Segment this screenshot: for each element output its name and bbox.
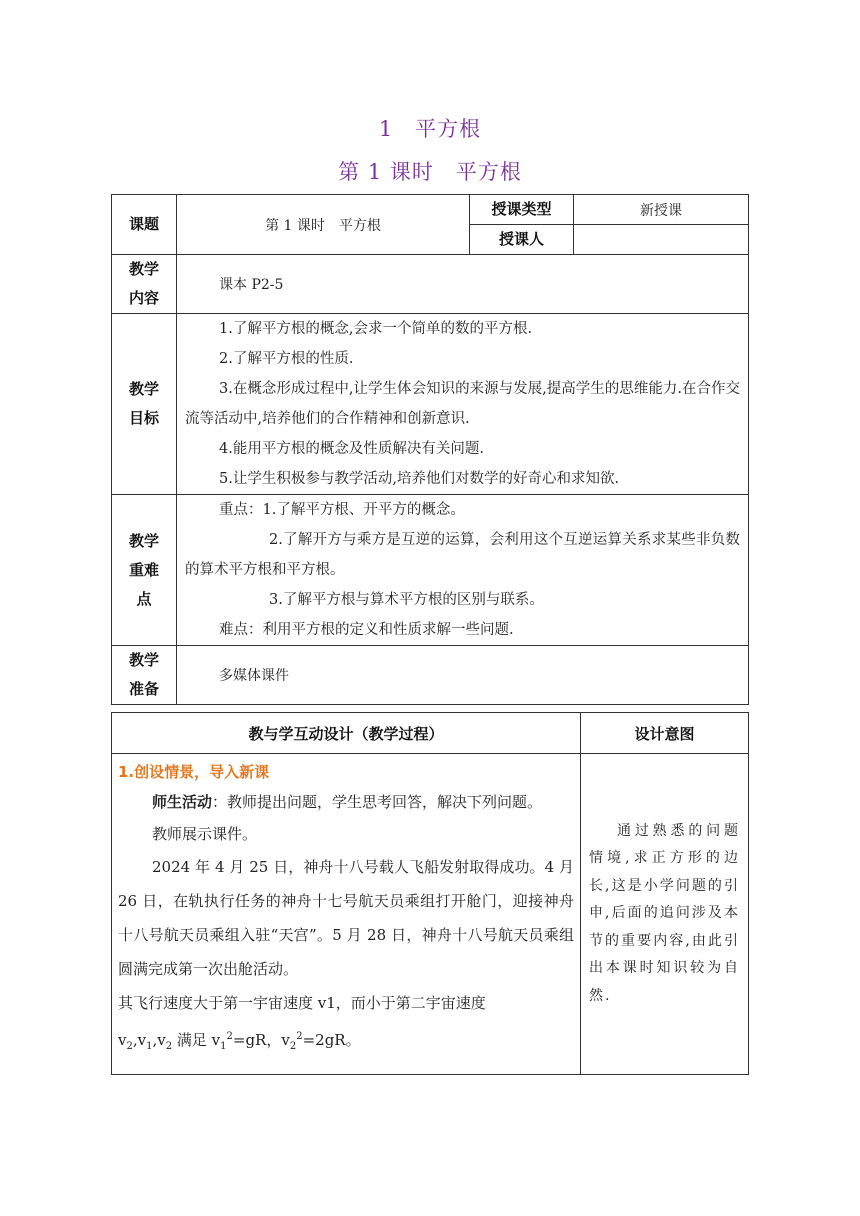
goal-item: 5.让学生积极参与教学活动,培养他们对数学的好奇心和求知欲. [219,471,620,487]
goals-cell [177,314,749,495]
process-content [112,754,581,1075]
topic-label: 课题 [112,195,177,255]
story-paragraph: 2024 年 4 月 25 日，神舟十八号载人飞船发射取得成功。4 月 26 日，在轨执行任务的神舟十七号航天员乘组打开舱门，迎接神舟十八号航天员乘组入驻“天宫”。5 月 28 日，神舟十八号航天员乘组圆满完成第一次出舱活动。 [118,858,574,978]
intent-cell [581,754,749,1075]
content-label-text: 教学内容 [128,260,159,307]
type-value: 新授课 [574,195,749,225]
key-point: 重点：1.了解平方根、开平方的概念。 [219,502,465,518]
speed-text: 其飞行速度大于第一宇宙速度 v1，而小于第二宇宙速度 [118,994,486,1012]
formula-line: $v_2,v_1,v_2$ 满足 $v_1^2=gR$，$v_2^2=2gR$。 [118,1031,361,1052]
teacher-label: 授课人 [470,225,574,255]
key-label-text: 教学重难点 [128,531,159,608]
intent-header: 设计意图 [581,713,749,754]
goal-item: 4.能用平方根的概念及性质解决有关问题. [219,441,484,457]
goal-item: 1.了解平方根的概念,会求一个简单的数的平方根. [219,321,533,337]
key-label [112,495,177,646]
activity-paragraph [118,787,574,819]
prep-value: 多媒体课件 [177,646,749,705]
lesson-title: 第 1 课时 平方根 [338,160,522,184]
process-table [111,712,749,1075]
prep-label [112,646,177,705]
content-label [112,255,177,314]
teacher-value [574,225,749,255]
goals-label-text: 教学目标 [128,380,159,427]
lesson-info-table [111,194,749,705]
type-label: 授课类型 [470,195,574,225]
document-title: 1 平方根 [378,117,482,141]
content-value: 课本 P2-5 [177,255,749,314]
key-point: 3.了解平方根与算术平方根的区别与联系。 [269,592,544,608]
topic-value: 第 1 课时 平方根 [177,195,470,255]
activity-text: ：教师提出问题，学生思考回答，解决下列问题。 [212,793,543,811]
intent-text: 通过熟悉的问题情境,求正方形的边长,这是小学问题的引申,后面的追问涉及本节的重要内容,由此引出本课时知识较为自然. [589,822,740,1004]
goal-item: 2.了解平方根的性质. [219,351,354,367]
section-title: 1.创设情景，导入新课 [118,763,270,781]
process-header: 教与学互动设计（教学过程） [112,713,581,754]
key-point: 2.了解开方与乘方是互逆的运算，会利用这个互逆运算关系求某些非负数的算术平方根和平方根。 [185,532,740,578]
prep-label-text: 教学准备 [128,651,159,698]
goal-item: 3.在概念形成过程中,让学生体会知识的来源与发展,提高学生的思维能力.在合作交流等活动中,培养他们的合作精神和创新意识. [185,381,740,427]
goals-label [112,314,177,495]
show-text: 教师展示课件。 [152,824,258,843]
activity-label: 师生活动 [152,793,213,811]
key-point: 难点：利用平方根的定义和性质求解一些问题. [219,622,514,638]
key-points-cell [177,495,749,646]
